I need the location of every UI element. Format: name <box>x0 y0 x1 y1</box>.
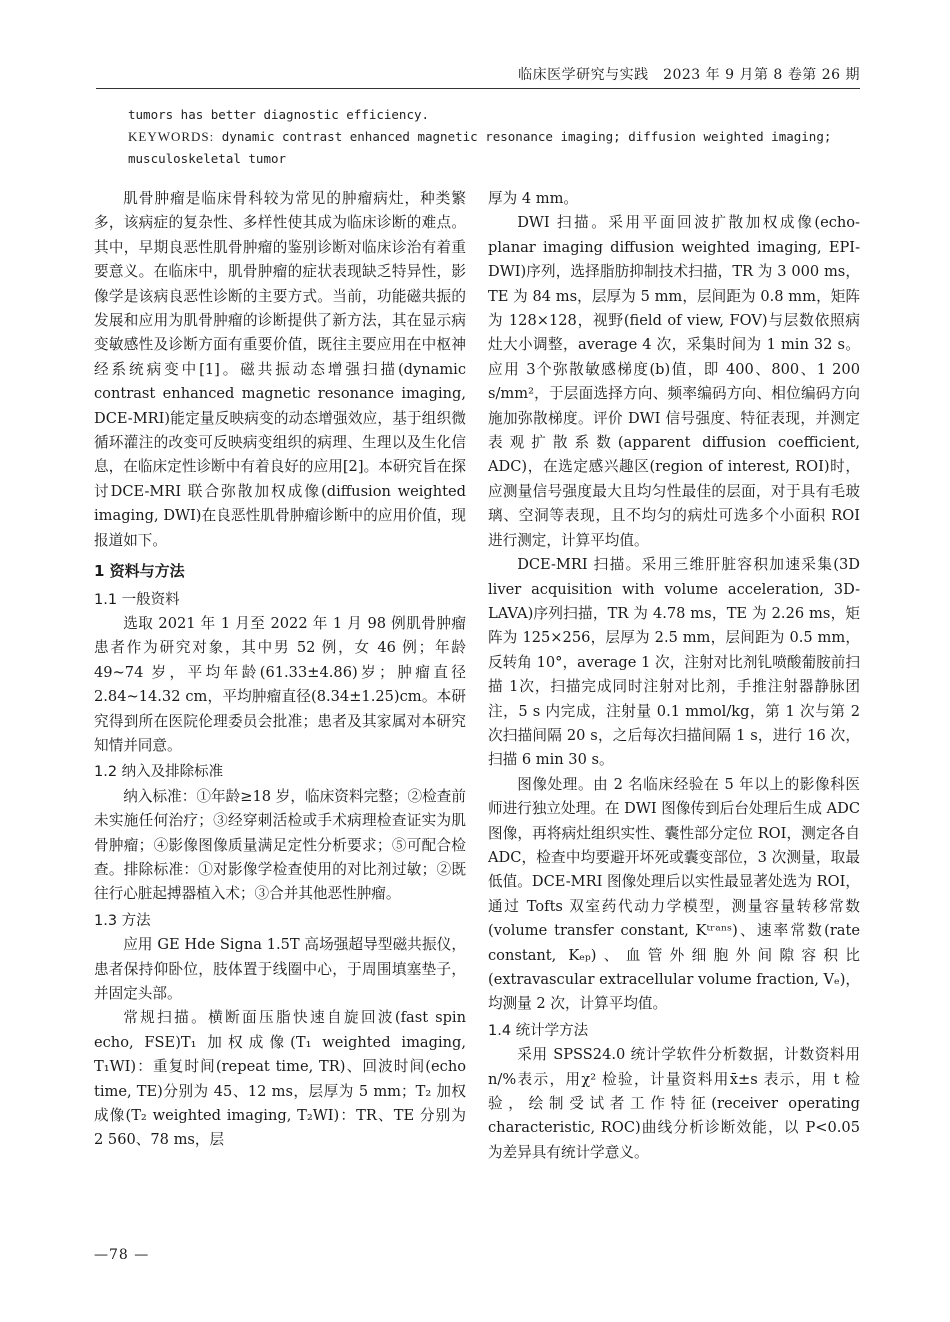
keywords-text: dynamic contrast enhanced magnetic resonance imaging; diffusion weighted imaging; musculoskeletal tumor <box>128 129 832 166</box>
intro-paragraph: 肌骨肿瘤是临床骨科较为常见的肿瘤病灶，种类繁多，该病症的复杂性、多样性使其成为临床诊断的难点。其中，早期良恶性肌骨肿瘤的鉴别诊断对临床诊治有着重要意义。在临床中，肌骨肿瘤的症状表现缺乏特异性，影像学是该病良恶性诊断的主要方式。当前，功能磁共振的发展和应用为肌骨肿瘤的诊断提供了新方法，其在显示病变敏感性及诊断方面有重要价值，既往主要应用在中枢神经系统病变中[1]。磁共振动态增强扫描(dynamic contrast enhanced magnetic resonance imaging, DCE-MRI)能定量反映病变的动态增强效应，基于组织微循环灌注的改变可反映病变组织的病理、生理以及生化信息，在临床定性诊断中有着良好的应用[2]。本研究旨在探讨DCE-MRI 联合弥散加权成像(diffusion weighted imaging, DWI)在良恶性肌骨肿瘤诊断中的应用价值，现报道如下。 <box>94 190 466 549</box>
abstract-last-line: tumors has better diagnostic efficiency. <box>128 107 430 122</box>
left-column <box>94 187 466 1153</box>
section-1-title: 1 资料与方法 <box>94 562 185 581</box>
right-column <box>488 187 860 1165</box>
dwi-scan-paragraph: DWI 扫描。采用平面回波扩散加权成像(echo-planar imaging diffusion weighted imaging, EPI-DWI)序列，选择脂肪抑制技术扫描，TR 为 3 000 ms，TE 为 84 ms，层厚为 5 mm，层间距为 0.8 mm，矩阵为 128×128，视野(field of view, FOV)与层数依照病灶大小调整，average 4 次，采集时间为 1 min 32 s。应用 3个弥散敏感梯度(b)值，即 400、800、1 200 s/mm²，于层面选择方向、频率编码方向、相位编码方向施加弥散梯度。评价 DWI 信号强度、特征表现，并测定表观扩散系数(apparent diffusion coefficient, ADC)，在选定感兴趣区(region of interest, ROI)时，应测量信号强度最大且均匀性最佳的层面，对于具有毛玻璃、空洞等表现，且不均匀的病灶可选多个小面积 ROI 进行测定，计算平均值。 <box>488 214 860 549</box>
section-1-3-text: 应用 GE Hde Signa 1.5T 高场强超导型磁共振仪，患者保持仰卧位，肢体置于线圈中心，于周围填塞垫子，并固定头部。 <box>94 936 466 1002</box>
section-1-3-title: 1.3 方法 <box>94 912 151 929</box>
section-1-1-text: 选取 2021 年 1 月至 2022 年 1 月 98 例肌骨肿瘤患者作为研究对象，其中男 52 例，女 46 例；年龄 49~74 岁，平均年龄(61.33±4.86)岁；肿瘤直径 2.84~14.32 cm，平均肿瘤直径(8.34±1.25)cm。本研究得到所在医院伦理委员会批准；患者及其家属对本研究知情并同意。 <box>94 614 466 754</box>
journal-title: 临床医学研究与实践 2023 年 9 月第 8 卷第 26 期 <box>518 67 860 83</box>
section-1-4-text: 采用 SPSS24.0 统计学软件分析数据，计数资料用 n/%表示，用χ² 检验，计量资料用x̄±s 表示，用 t 检验，绘制受试者工作特征(receiver operating characteristic, ROC)曲线分析诊断效能，以 P<0.05 为差异具有统计学意义。 <box>488 1046 860 1161</box>
image-processing-paragraph: 图像处理。由 2 名临床经验在 5 年以上的影像科医师进行独立处理。在 DWI 图像传到后台处理后生成 ADC 图像，再将病灶组织实性、囊性部分定位 ROI，测定各自 ADC，检查中均要避开坏死或囊变部位，3 次测量，取最低值。DCE-MRI 图像处理后以实性最显著处选为 ROI，通过 Tofts 双室药代动力学模型，测量容量转移常数(volume transfer constant, Kᵗʳᵃⁿˢ)、速率常数(rate constant, Kₑₚ)、血管外细胞外间隙容积比(extravascular extracellular volume fraction, Vₑ)，均测量 2 次，计算平均值。 <box>488 775 860 1013</box>
page-number: —78 — <box>94 1247 150 1263</box>
keywords <box>128 126 858 170</box>
abstract-tail <box>128 104 858 170</box>
continued-text: 厚为 4 mm。 <box>488 190 579 207</box>
dce-scan-paragraph: DCE-MRI 扫描。采用三维肝脏容积加速采集(3D liver acquisition with volume acceleration, 3D-LAVA)序列扫描，TR 为 4.78 ms，TE 为 2.26 ms，矩阵为 125×256，层厚为 2.5 mm，层间距为 0.5 mm，反转角 10°，average 1 次，注射对比剂钆喷酸葡胺前扫描 1次，扫描完成同时注射对比剂，手推注射器静脉团注，5 s 内完成，注射量 0.1 mmol/kg，第 1 次与第 2 次扫描间隔 20 s，之后每次扫描间隔 1 s，进行 16 次，扫描 6 min 30 s。 <box>488 556 860 769</box>
section-1-2-text: 纳入标准：①年龄≥18 岁，临床资料完整；②检查前未实施任何治疗；③经穿刺活检或手术病理检查证实为肌骨肿瘤；④影像图像质量满足定性分析要求；⑤可配合检查。排除标准：①对影像学检查使用的对比剂过敏；②既往行心脏起搏器植入术；③合并其他恶性肿瘤。 <box>94 787 466 903</box>
section-1-1-title: 1.1 一般资料 <box>94 591 180 608</box>
keywords-label: KEYWORDS: <box>128 129 215 144</box>
section-1-2-title: 1.2 纳入及排除标准 <box>94 764 224 781</box>
journal-header <box>96 60 860 89</box>
routine-scan-paragraph: 常规扫描。横断面压脂快速自旋回波(fast spin echo, FSE)T₁ 加权成像(T₁ weighted imaging, T₁WI)：重复时间(repeat time, TR)、回波时间(echo time, TE)分别为 45、12 ms，层厚为 5 mm；T₂ 加权成像(T₂ weighted imaging, T₂WI)：TR、TE 分别为 2 560、78 ms，层 <box>94 1009 466 1149</box>
section-1-4-title: 1.4 统计学方法 <box>488 1022 589 1039</box>
